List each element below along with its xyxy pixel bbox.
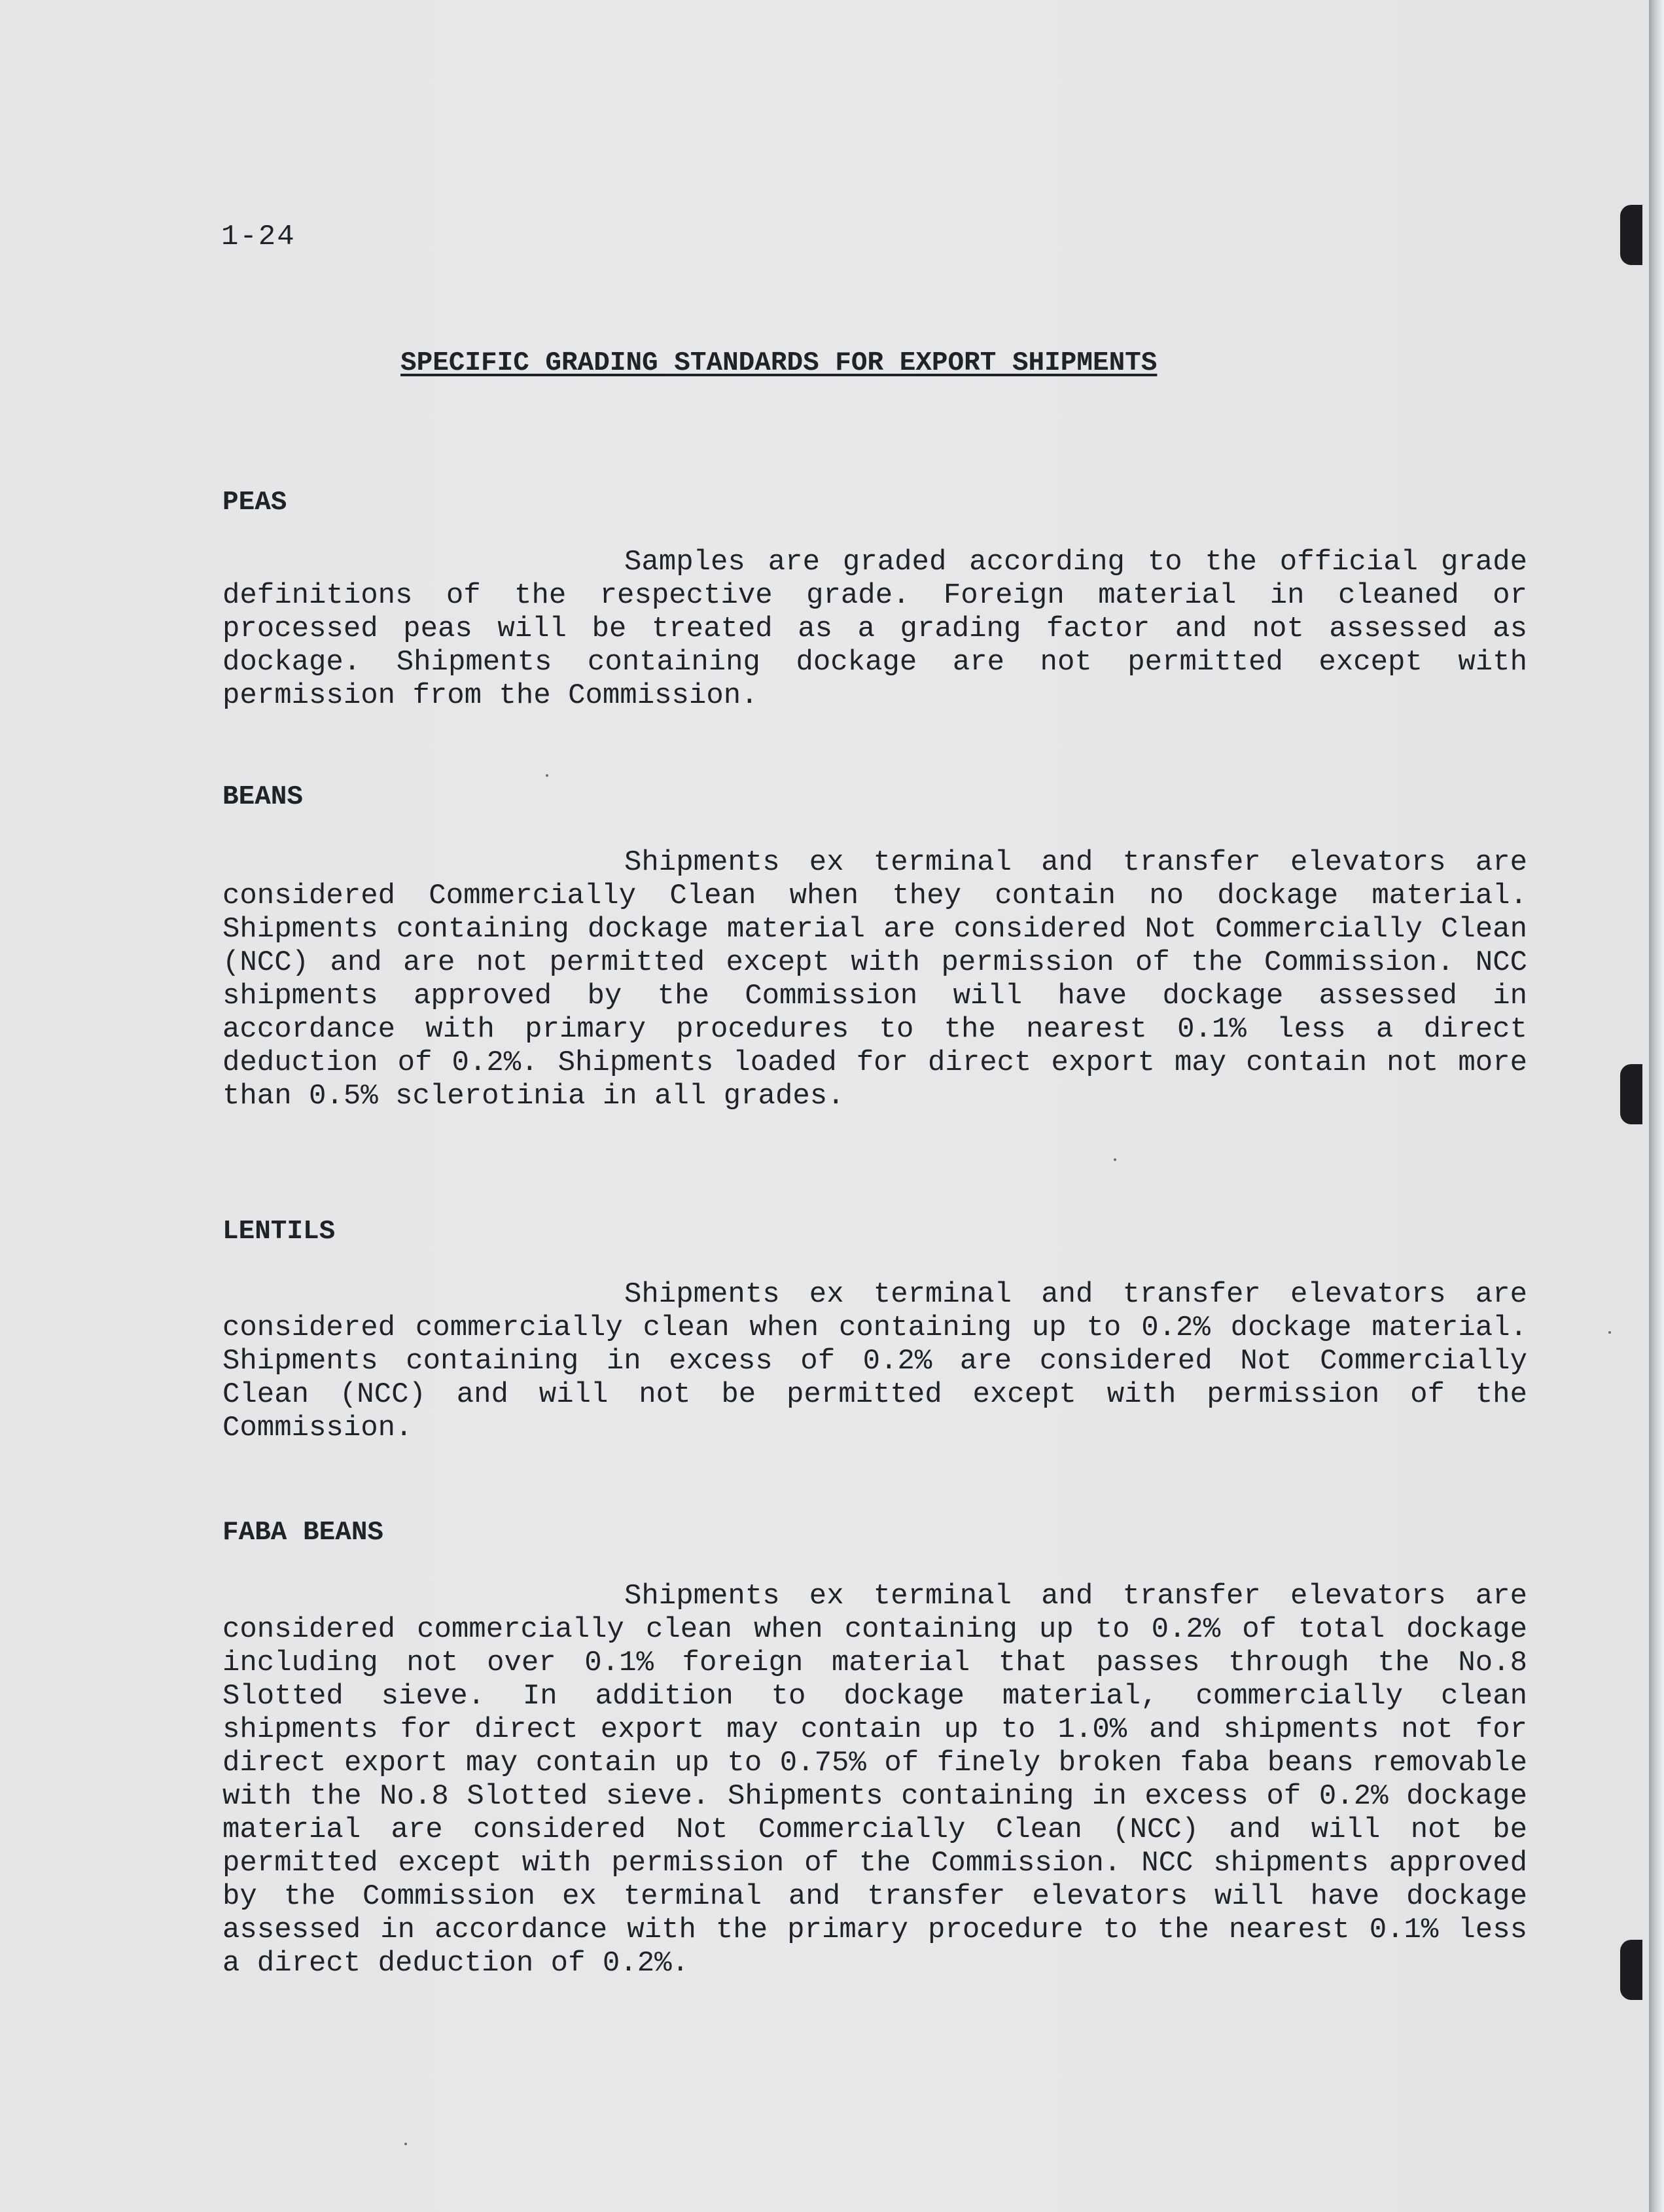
page-number: 1-24 — [221, 221, 296, 253]
binder-hole — [1620, 1064, 1642, 1124]
section-body-faba-beans: Shipments ex terminal and transfer elevators are considered commercially clean when containing up to 0.2% of total dockage including not over 0.1% foreign material that passes through the No.8 Slotted sieve. In addition to dockage material, commercially clean shipments for direct export may contain up to 1.0% and shipments not for direct export may contain up to 0.75% of finely broken faba beans removable with the No.8 Slotted sieve. Shipments containing in excess of 0.2% dockage material are considered Not Commercially Clean (NCC) and will not be permitted except with permission of the Commission. NCC shipments approved by the Commission ex terminal and transfer elevators will have dockage assessed in accordance with the primary procedure to the nearest 0.1% less a direct deduction of 0.2%. — [222, 1580, 1527, 1980]
section-heading-lentils: LENTILS — [222, 1217, 336, 1247]
binder-hole — [1620, 1940, 1642, 2000]
section-body-peas: Samples are graded according to the official grade definitions of the respective grade. Foreign material in cleaned or processed peas will be treated as a grading factor and not assessed as dockage. Shipments containing dockage are not permitted except with permission from the Commission. — [222, 546, 1527, 712]
section-body-lentils: Shipments ex terminal and transfer elevators are considered commercially clean when containing up to 0.2% dockage material. Shipments containing in excess of 0.2% are considered Not Commercially Clean (NCC) and will not be permitted except with permission of the Commission. — [222, 1278, 1527, 1444]
binder-hole — [1620, 205, 1642, 265]
section-heading-peas: PEAS — [222, 488, 287, 518]
section-heading-faba-beans: FABA BEANS — [222, 1518, 384, 1548]
section-heading-beans: BEANS — [222, 782, 304, 812]
paper-speck — [546, 774, 548, 777]
section-body-beans: Shipments ex terminal and transfer elevators are considered Commercially Clean when they contain no dockage material. Shipments containing dockage material are considered Not Commercially Clean (NCC) and are not permitted except with permission of the Commission. NCC shipments approved by the Commission will have dockage assessed in accordance with primary procedures to the nearest 0.1% less a direct deduction of 0.2%. Shipments loaded for direct export may contain not more than 0.5% sclerotinia in all grades. — [222, 846, 1527, 1113]
page-title: SPECIFIC GRADING STANDARDS FOR EXPORT SHIPMENTS — [400, 348, 1158, 378]
page-edge-shadow — [1649, 0, 1664, 2212]
paper-speck — [1114, 1158, 1116, 1161]
paper-speck — [404, 2143, 407, 2145]
paper-speck — [1608, 1331, 1611, 1334]
